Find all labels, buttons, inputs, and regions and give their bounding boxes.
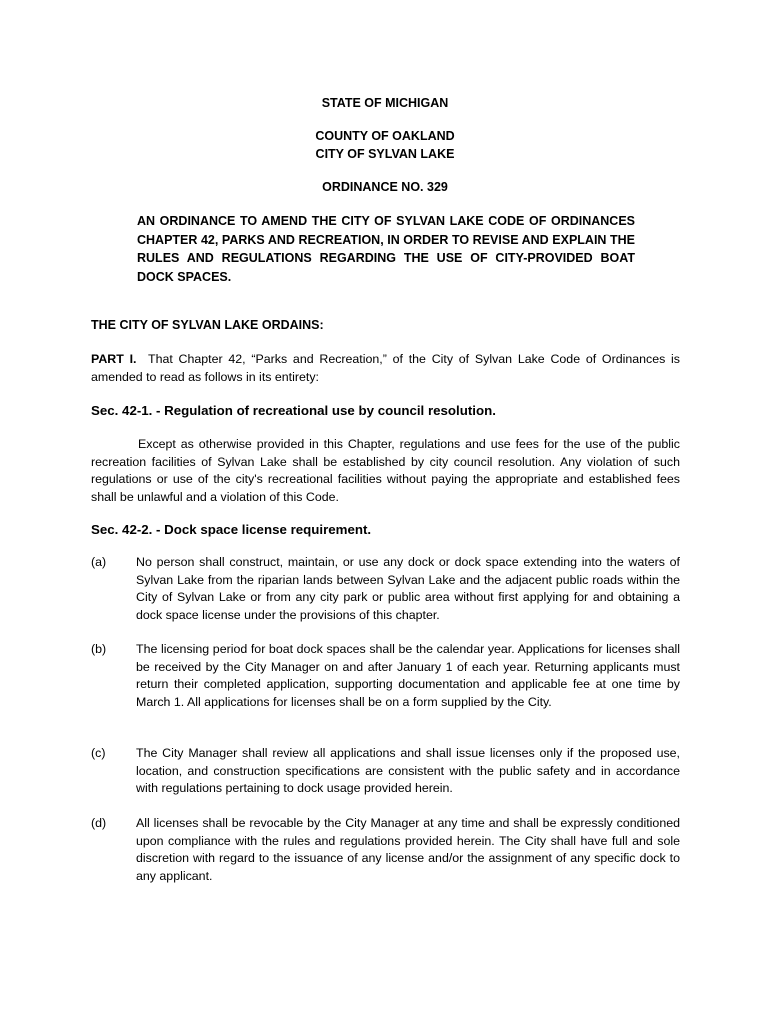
section-42-1-text: Except as otherwise provided in this Chapter, regulations and use fees for the use of the public recreation facilities of Sylvan Lake shall be established by city council resolution. Any violation of such regulations or use of the city's recreational facilities without paying the appropriate and established fees shall be unlawful and a violation of this Code. — [91, 437, 680, 504]
item-marker: (a) — [91, 555, 107, 569]
item-text: All licenses shall be revocable by the City Manager at any time and shall be expressly conditioned upon compliance with the rules and regulations provided herein. The City shall have full and sole discretion with regard to the issuance of any license and/or the assignment of any specific dock to any applicant. — [136, 816, 680, 883]
city-heading: CITY OF SYLVAN LAKE — [315, 147, 455, 161]
county-heading: COUNTY OF OAKLAND — [315, 129, 455, 143]
section-42-1-heading: Sec. 42-1. - Regulation of recreational use by council resolution. — [91, 403, 496, 418]
item-text: The City Manager shall review all applications and shall issue licenses only if the proposed use, location, and construction specifications are consistent with the public safety and in accordance with regulations pertaining to dock usage provided herein. — [136, 746, 680, 796]
list-item — [91, 554, 680, 624]
ordains-heading: THE CITY OF SYLVAN LAKE ORDAINS: — [91, 318, 324, 332]
part-one-label: PART I. — [91, 352, 137, 366]
section-42-2-heading: Sec. 42-2. - Dock space license requirement. — [91, 522, 372, 537]
item-text: The licensing period for boat dock spaces shall be the calendar year. Applications for licenses shall be received by the City Manager on and after January 1 of each year. Returning applicants must return their completed application, supporting documentation and applicable fee at one time by March 1. All applications for licenses shall be on a form supplied by the City. — [136, 642, 680, 709]
part-one-paragraph — [91, 351, 680, 386]
item-marker: (b) — [91, 642, 107, 656]
ordinance-number: ORDINANCE NO. 329 — [322, 180, 448, 194]
item-marker: (d) — [91, 816, 107, 830]
item-marker: (c) — [91, 746, 106, 760]
list-item — [91, 641, 680, 711]
item-text: No person shall construct, maintain, or use any dock or dock space extending into the waters of Sylvan Lake from the riparian lands between Sylvan Lake and the adjacent public roads within the City of Sylvan Lake or from any city park or public area without first applying for and obtaining a dock space license under the provisions of this chapter. — [136, 555, 680, 622]
list-item — [91, 815, 680, 885]
list-item — [91, 745, 680, 798]
part-one-text: That Chapter 42, “Parks and Recreation,” of the City of Sylvan Lake Code of Ordinances is amended to read as follows in its entirety: — [91, 352, 681, 384]
state-heading: STATE OF MICHIGAN — [321, 96, 449, 110]
ordinance-title: AN ORDINANCE TO AMEND THE CITY OF SYLVAN LAKE CODE OF ORDINANCES CHAPTER 42, PARKS AND RECREATION, IN ORDER TO REVISE AND EXPLAIN THE RULES AND REGULATIONS REGARDING THE USE OF CITY-PROVIDED BOAT DOCK SPACES. — [137, 214, 635, 284]
